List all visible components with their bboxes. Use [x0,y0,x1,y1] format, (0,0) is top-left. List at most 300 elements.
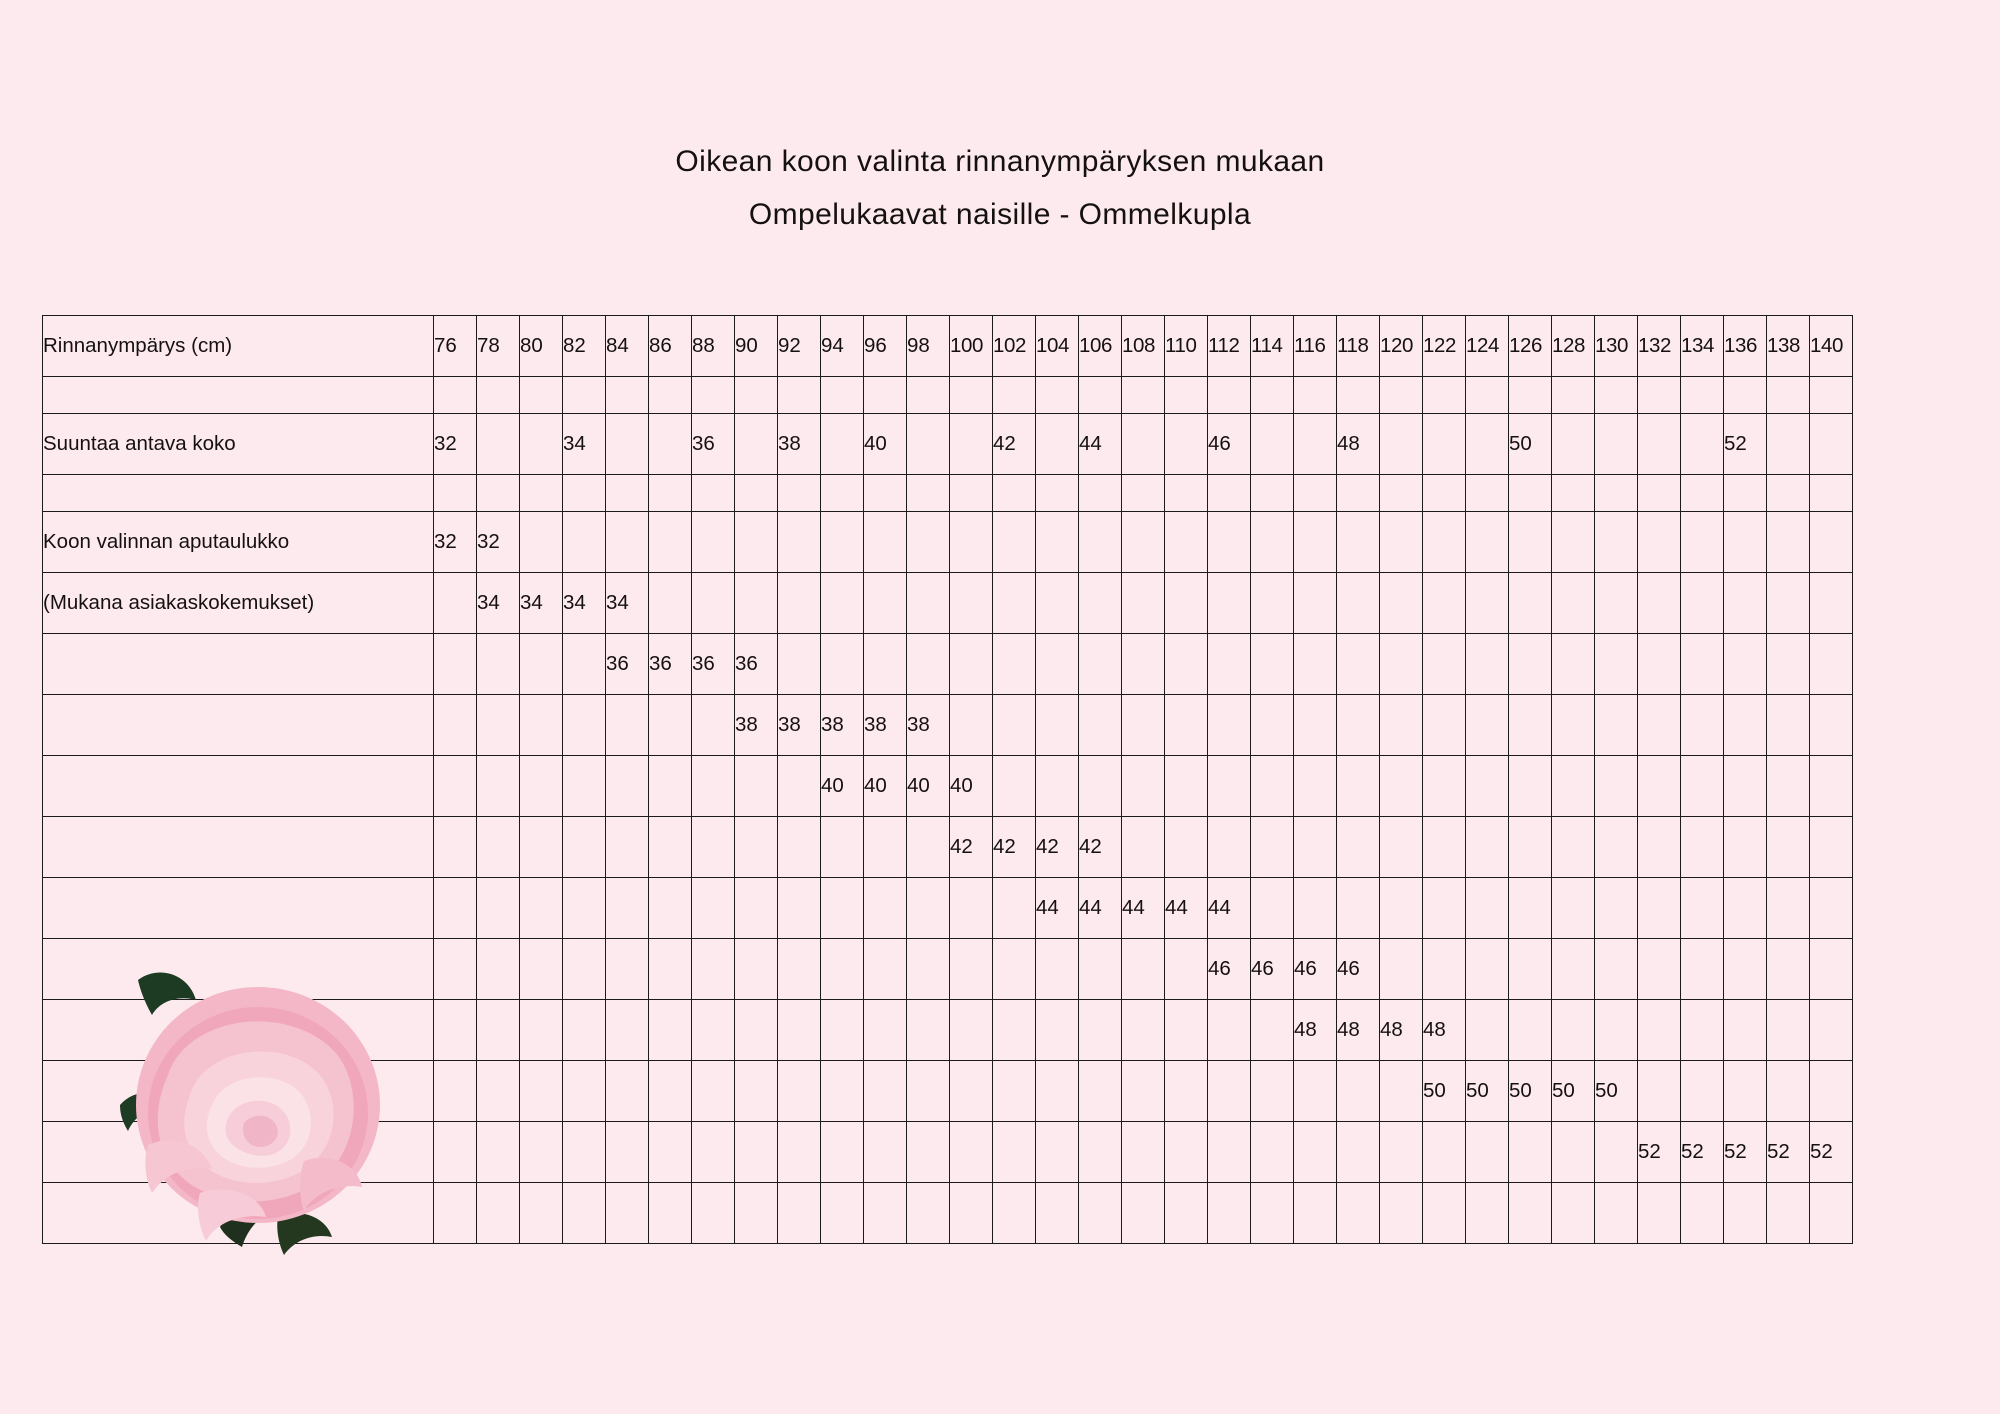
helper-size-cell [1122,1183,1165,1244]
helper-size-cell: 44 [1036,878,1079,939]
helper-size-cell [1251,512,1294,573]
helper-size-cell [1251,573,1294,634]
helper-size-cell [1337,512,1380,573]
helper-size-cell: 48 [1380,1000,1423,1061]
helper-size-cell [1810,1183,1853,1244]
helper-size-cell [735,878,778,939]
helper-size-cell [1122,756,1165,817]
suggested-size-cell [907,414,950,475]
helper-size-cell [434,573,477,634]
helper-size-cell [1595,1000,1638,1061]
empty-cell [950,377,993,414]
helper-size-cell: 52 [1638,1122,1681,1183]
helper-size-cell [563,512,606,573]
empty-cell [821,475,864,512]
helper-size-cell [1681,1183,1724,1244]
helper-size-cell [563,756,606,817]
helper-size-cell [520,1183,563,1244]
empty-cell [950,475,993,512]
helper-size-cell [735,1061,778,1122]
row-label-spacer [43,377,434,414]
empty-cell [778,377,821,414]
helper-size-cell [1810,878,1853,939]
empty-cell [1509,475,1552,512]
helper-size-cell [1079,1061,1122,1122]
helper-size-cell [649,1122,692,1183]
helper-size-cell [1767,634,1810,695]
helper-size-cell: 40 [907,756,950,817]
helper-size-cell [1122,939,1165,1000]
helper-size-cell [477,695,520,756]
empty-cell [1036,475,1079,512]
helper-size-cell [477,817,520,878]
helper-size-cell [1595,695,1638,756]
helper-size-cell [1294,695,1337,756]
empty-cell [1122,377,1165,414]
helper-size-cell [606,1122,649,1183]
suggested-size-cell [606,414,649,475]
helper-size-cell [1380,573,1423,634]
helper-size-cell [1552,634,1595,695]
helper-size-cell: 48 [1337,1000,1380,1061]
helper-size-cell [606,817,649,878]
helper-size-cell [692,1122,735,1183]
helper-size-cell [950,512,993,573]
helper-size-cell [563,1061,606,1122]
empty-cell [1681,377,1724,414]
suggested-size-cell: 36 [692,414,735,475]
empty-cell [1724,377,1767,414]
helper-size-cell [950,1061,993,1122]
empty-cell [993,377,1036,414]
helper-size-cell [1251,756,1294,817]
helper-size-cell: 50 [1509,1061,1552,1122]
helper-size-cell [1681,695,1724,756]
helper-size-cell [649,878,692,939]
suggested-size-cell [520,414,563,475]
helper-size-cell [1294,756,1337,817]
bust-value-cell: 140 [1810,316,1853,377]
row-label-empty [43,878,434,939]
empty-cell [692,475,735,512]
empty-cell [1294,377,1337,414]
helper-size-cell [649,512,692,573]
empty-cell [1208,377,1251,414]
helper-size-cell [1036,695,1079,756]
suggested-size-cell [1251,414,1294,475]
helper-size-cell: 50 [1466,1061,1509,1122]
helper-size-cell [1380,512,1423,573]
helper-size-cell [864,1122,907,1183]
helper-size-cell [1294,1061,1337,1122]
table-row-helper-6 [43,878,1853,939]
helper-size-cell [1552,1183,1595,1244]
helper-size-cell: 52 [1724,1122,1767,1183]
helper-size-cell [1165,634,1208,695]
helper-size-cell [1724,573,1767,634]
helper-size-cell [649,1000,692,1061]
bust-value-cell: 122 [1423,316,1466,377]
helper-size-cell [692,1061,735,1122]
helper-size-cell [1724,695,1767,756]
helper-size-cell [1423,1122,1466,1183]
helper-size-cell [1552,878,1595,939]
helper-size-cell [864,512,907,573]
helper-size-cell [606,512,649,573]
helper-size-cell [950,1122,993,1183]
helper-size-cell: 34 [477,573,520,634]
helper-size-cell [1466,1122,1509,1183]
helper-size-cell [1810,939,1853,1000]
empty-cell [1466,475,1509,512]
helper-size-cell: 52 [1810,1122,1853,1183]
helper-size-cell [1681,573,1724,634]
empty-cell [1767,475,1810,512]
helper-size-cell: 38 [778,695,821,756]
helper-size-cell [1724,939,1767,1000]
helper-size-cell [907,817,950,878]
empty-cell [1079,377,1122,414]
helper-size-cell [1380,878,1423,939]
suggested-size-cell [1466,414,1509,475]
helper-size-cell: 38 [821,695,864,756]
helper-size-cell [864,573,907,634]
helper-size-cell [1294,817,1337,878]
helper-size-cell [477,939,520,1000]
empty-cell [1165,475,1208,512]
suggested-size-cell [1036,414,1079,475]
helper-size-cell [993,1183,1036,1244]
helper-size-cell [821,878,864,939]
helper-size-cell [907,878,950,939]
helper-size-cell [778,573,821,634]
empty-cell [735,475,778,512]
table-row-helper-8 [43,1000,1853,1061]
helper-size-cell [1423,695,1466,756]
row-label-suggested-size: Suuntaa antava koko [43,414,434,475]
helper-size-cell [1251,878,1294,939]
helper-size-cell: 46 [1337,939,1380,1000]
helper-size-cell [1251,1122,1294,1183]
helper-size-cell [907,573,950,634]
helper-size-cell [1767,756,1810,817]
helper-size-cell [1380,1061,1423,1122]
helper-size-cell [1208,1183,1251,1244]
table-row-spacer [43,377,1853,414]
empty-cell [606,377,649,414]
suggested-size-cell [1294,414,1337,475]
helper-size-cell [1638,573,1681,634]
helper-size-cell [1681,1061,1724,1122]
helper-size-cell [1681,634,1724,695]
helper-size-cell: 50 [1595,1061,1638,1122]
row-label-empty [43,939,434,1000]
helper-size-cell [950,634,993,695]
helper-size-cell [735,1000,778,1061]
helper-size-cell [1767,878,1810,939]
empty-cell [477,475,520,512]
row-label-empty [43,1183,434,1244]
helper-size-cell [520,817,563,878]
row-label-empty [43,1000,434,1061]
suggested-size-cell [1638,414,1681,475]
helper-size-cell [649,695,692,756]
helper-size-cell [649,817,692,878]
suggested-size-cell: 42 [993,414,1036,475]
helper-size-cell [1423,939,1466,1000]
row-label-empty [43,1122,434,1183]
helper-size-cell: 36 [692,634,735,695]
helper-size-cell [1552,695,1595,756]
helper-size-cell [563,817,606,878]
empty-cell [1552,377,1595,414]
bust-value-cell: 130 [1595,316,1638,377]
helper-size-cell [1380,634,1423,695]
helper-size-cell: 44 [1165,878,1208,939]
helper-size-cell [1638,1183,1681,1244]
helper-size-cell [1337,634,1380,695]
helper-size-cell [692,512,735,573]
helper-size-cell [778,634,821,695]
helper-size-cell [1165,1122,1208,1183]
helper-size-cell [907,1183,950,1244]
helper-size-cell [606,756,649,817]
helper-size-cell: 40 [950,756,993,817]
helper-size-cell [1681,1000,1724,1061]
helper-size-cell [1122,1122,1165,1183]
suggested-size-cell [1380,414,1423,475]
helper-size-cell [735,817,778,878]
helper-size-cell [1079,634,1122,695]
empty-cell [1380,377,1423,414]
helper-size-cell [520,756,563,817]
helper-size-cell [434,1183,477,1244]
empty-cell [1251,377,1294,414]
size-chart-body [43,316,1853,1244]
helper-size-cell [907,939,950,1000]
helper-size-cell [606,939,649,1000]
helper-size-cell [1380,939,1423,1000]
helper-size-cell [1595,573,1638,634]
helper-size-cell [1810,512,1853,573]
helper-size-cell [606,695,649,756]
helper-size-cell [520,1000,563,1061]
helper-size-cell [1638,1061,1681,1122]
helper-size-cell [1466,878,1509,939]
helper-size-cell [950,695,993,756]
helper-size-cell [1294,1183,1337,1244]
helper-size-cell [778,1122,821,1183]
helper-size-cell [993,573,1036,634]
helper-size-cell [1208,756,1251,817]
helper-size-cell [1036,1000,1079,1061]
helper-size-cell [1595,1122,1638,1183]
helper-size-cell [821,512,864,573]
table-row-suggested-size [43,414,1853,475]
table-row-helper-11 [43,1183,1853,1244]
helper-size-cell [993,1061,1036,1122]
helper-size-cell [1079,1122,1122,1183]
helper-size-cell [1036,939,1079,1000]
helper-size-cell [1638,756,1681,817]
bust-value-cell: 80 [520,316,563,377]
empty-cell [606,475,649,512]
helper-size-cell [1380,1183,1423,1244]
bust-value-cell: 124 [1466,316,1509,377]
helper-size-cell [1165,756,1208,817]
helper-size-cell [434,817,477,878]
helper-size-cell [1595,634,1638,695]
suggested-size-cell [735,414,778,475]
helper-size-cell [649,573,692,634]
helper-size-cell [735,512,778,573]
helper-size-cell [1767,1061,1810,1122]
helper-size-cell [1767,695,1810,756]
helper-size-cell [1466,512,1509,573]
helper-size-cell [864,817,907,878]
helper-size-cell [1638,695,1681,756]
empty-cell [1294,475,1337,512]
helper-size-cell [778,817,821,878]
helper-size-cell [563,939,606,1000]
helper-size-cell: 36 [606,634,649,695]
helper-size-cell [692,756,735,817]
row-label-bust: Rinnanympärys (cm) [43,316,434,377]
helper-size-cell [1810,817,1853,878]
empty-cell [1423,475,1466,512]
helper-size-cell [1681,756,1724,817]
row-label-helper-table: Koon valinnan aputaulukko [43,512,434,573]
helper-size-cell [864,939,907,1000]
helper-size-cell [1552,939,1595,1000]
helper-size-cell [1122,634,1165,695]
helper-size-cell [993,695,1036,756]
table-row-helper-3 [43,695,1853,756]
helper-size-cell [1681,817,1724,878]
suggested-size-cell [477,414,520,475]
bust-value-cell: 118 [1337,316,1380,377]
helper-size-cell [434,939,477,1000]
empty-cell [1466,377,1509,414]
suggested-size-cell [1595,414,1638,475]
helper-size-cell [606,1061,649,1122]
empty-cell [649,377,692,414]
helper-size-cell [1638,817,1681,878]
helper-size-cell [520,512,563,573]
empty-cell [907,475,950,512]
helper-size-cell [778,1183,821,1244]
suggested-size-cell: 48 [1337,414,1380,475]
helper-size-cell [735,1183,778,1244]
helper-size-cell [1165,573,1208,634]
helper-size-cell: 44 [1122,878,1165,939]
helper-size-cell [821,1061,864,1122]
helper-size-cell [1595,817,1638,878]
helper-size-cell [1165,939,1208,1000]
bust-value-cell: 120 [1380,316,1423,377]
empty-cell [1337,475,1380,512]
helper-size-cell [1079,695,1122,756]
helper-size-cell [1380,756,1423,817]
helper-size-cell [1509,695,1552,756]
helper-size-cell [1337,878,1380,939]
helper-size-cell [434,695,477,756]
empty-cell [1251,475,1294,512]
helper-size-cell [477,634,520,695]
helper-size-cell [1767,939,1810,1000]
empty-cell [692,377,735,414]
helper-size-cell [1509,1183,1552,1244]
helper-size-cell [649,939,692,1000]
helper-size-cell [1767,1183,1810,1244]
helper-size-cell: 42 [993,817,1036,878]
helper-size-cell [735,939,778,1000]
bust-value-cell: 112 [1208,316,1251,377]
helper-size-cell [1509,878,1552,939]
helper-size-cell [1810,1000,1853,1061]
helper-size-cell [1337,695,1380,756]
suggested-size-cell: 32 [434,414,477,475]
table-row-helper-9 [43,1061,1853,1122]
helper-size-cell [1423,817,1466,878]
suggested-size-cell [821,414,864,475]
helper-size-cell [1294,512,1337,573]
helper-size-cell: 46 [1208,939,1251,1000]
title-line-2: Ompelukaavat naisille - Ommelkupla [748,198,1252,231]
helper-size-cell [1724,817,1767,878]
bust-value-cell: 132 [1638,316,1681,377]
bust-value-cell: 110 [1165,316,1208,377]
helper-size-cell [864,1061,907,1122]
helper-size-cell [1638,634,1681,695]
suggested-size-cell: 50 [1509,414,1552,475]
helper-size-cell [1466,1000,1509,1061]
helper-size-cell: 34 [520,573,563,634]
helper-size-cell [735,573,778,634]
helper-size-cell [520,878,563,939]
helper-size-cell [1423,1183,1466,1244]
helper-size-cell [1724,1183,1767,1244]
helper-size-cell [1165,1183,1208,1244]
helper-size-cell [1810,695,1853,756]
helper-size-cell [1810,756,1853,817]
helper-size-cell [1079,1000,1122,1061]
bust-value-cell: 106 [1079,316,1122,377]
helper-size-cell [1208,512,1251,573]
helper-size-cell [520,634,563,695]
helper-size-cell [1724,512,1767,573]
helper-size-cell [778,756,821,817]
bust-value-cell: 128 [1552,316,1595,377]
helper-size-cell [1466,1183,1509,1244]
helper-size-cell [606,878,649,939]
helper-size-cell [1380,817,1423,878]
helper-size-cell: 44 [1208,878,1251,939]
helper-size-cell [692,1000,735,1061]
row-label-empty [43,634,434,695]
helper-size-cell: 34 [563,573,606,634]
helper-size-cell [1724,878,1767,939]
bust-value-cell: 90 [735,316,778,377]
helper-size-cell [1595,878,1638,939]
empty-cell [1595,475,1638,512]
helper-size-cell [692,573,735,634]
size-chart-table [42,315,1853,1244]
helper-size-cell [1208,817,1251,878]
empty-cell [1638,475,1681,512]
suggested-size-cell [1423,414,1466,475]
helper-size-cell: 50 [1423,1061,1466,1122]
